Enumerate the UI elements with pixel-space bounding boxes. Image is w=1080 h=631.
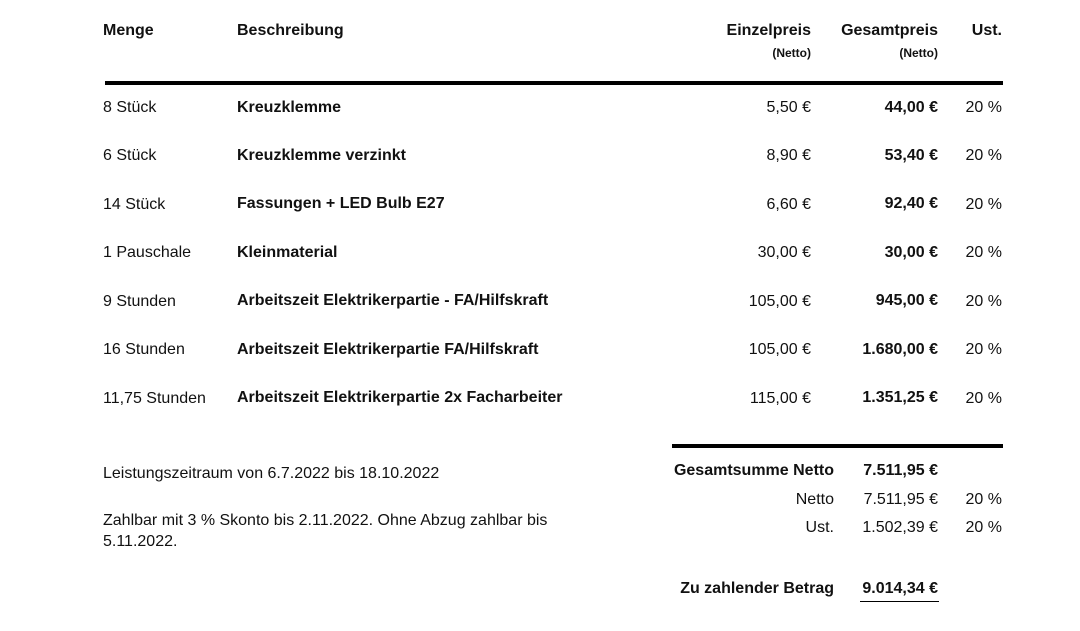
row-gesamtpreis: 945,00 € <box>875 292 938 309</box>
ust-value: 1.502,39 € <box>862 519 938 536</box>
row-einzelpreis: 8,90 € <box>766 147 811 164</box>
row-ust: 20 % <box>965 390 1002 407</box>
row-ust: 20 % <box>965 244 1002 261</box>
ust-label: Ust. <box>805 519 834 536</box>
row-einzelpreis: 6,60 € <box>766 196 811 213</box>
gesamtsumme-label: Gesamtsumme Netto <box>673 462 834 479</box>
header-ust: Ust. <box>971 22 1002 39</box>
row-beschreibung: Arbeitszeit Elektrikerpartie FA/Hilfskraft <box>237 341 539 358</box>
row-ust: 20 % <box>965 293 1002 310</box>
header-gesamtpreis-sub: (Netto) <box>899 46 938 60</box>
netto-value: 7.511,95 € <box>863 491 938 508</box>
row-menge: 9 Stunden <box>103 293 176 310</box>
row-menge: 6 Stück <box>103 147 157 164</box>
row-beschreibung: Kreuzklemme <box>237 99 342 116</box>
row-gesamtpreis: 1.351,25 € <box>862 389 938 406</box>
header-gesamtpreis: Gesamtpreis <box>841 22 938 39</box>
row-ust: 20 % <box>965 196 1002 213</box>
header-einzelpreis: Einzelpreis <box>726 22 811 39</box>
row-beschreibung: Fassungen + LED Bulb E27 <box>237 195 445 212</box>
header-divider <box>105 81 1003 85</box>
zu-zahlender-betrag-value: 9.014,34 € <box>862 580 938 597</box>
row-beschreibung: Arbeitszeit Elektrikerpartie 2x Facharbeiter <box>237 389 563 406</box>
row-gesamtpreis: 1.680,00 € <box>862 341 938 358</box>
row-beschreibung: Kreuzklemme verzinkt <box>237 147 406 164</box>
row-menge: 16 Stunden <box>103 341 185 358</box>
row-menge: 8 Stück <box>103 99 157 116</box>
row-einzelpreis: 5,50 € <box>766 99 811 116</box>
zahlbar-text-line2: 5.11.2022. <box>103 533 178 550</box>
row-beschreibung: Kleinmaterial <box>237 244 338 261</box>
totals-divider <box>672 444 1003 448</box>
row-einzelpreis: 115,00 € <box>749 390 811 407</box>
zahlbar-text-line1: Zahlbar mit 3 % Skonto bis 2.11.2022. Ohne Abzug zahlbar bis <box>103 512 548 529</box>
row-einzelpreis: 105,00 € <box>748 341 811 358</box>
row-menge: 14 Stück <box>103 196 166 213</box>
row-gesamtpreis: 92,40 € <box>884 195 938 212</box>
row-gesamtpreis: 44,00 € <box>884 99 938 116</box>
header-beschreibung: Beschreibung <box>237 22 344 39</box>
row-gesamtpreis: 30,00 € <box>884 244 938 261</box>
row-menge: 11,75 Stunden <box>103 390 206 407</box>
row-beschreibung: Arbeitszeit Elektrikerpartie - FA/Hilfskraft <box>237 292 549 309</box>
row-menge: 1 Pauschale <box>103 244 192 261</box>
ust-rate: 20 % <box>965 519 1002 536</box>
leistungszeitraum-text: Leistungszeitraum von 6.7.2022 bis 18.10.2022 <box>103 465 440 482</box>
row-ust: 20 % <box>965 147 1002 164</box>
zu-zahlender-betrag-label: Zu zahlender Betrag <box>680 580 834 597</box>
total-underline <box>860 601 939 602</box>
header-menge: Menge <box>103 22 154 39</box>
row-ust: 20 % <box>965 341 1002 358</box>
netto-label: Netto <box>795 491 834 508</box>
gesamtsumme-value: 7.511,95 € <box>863 462 938 479</box>
netto-ust-rate: 20 % <box>965 491 1002 508</box>
row-ust: 20 % <box>965 99 1002 116</box>
row-einzelpreis: 105,00 € <box>748 293 811 310</box>
header-einzelpreis-sub: (Netto) <box>772 46 811 60</box>
row-einzelpreis: 30,00 € <box>757 244 811 261</box>
row-gesamtpreis: 53,40 € <box>884 147 938 164</box>
